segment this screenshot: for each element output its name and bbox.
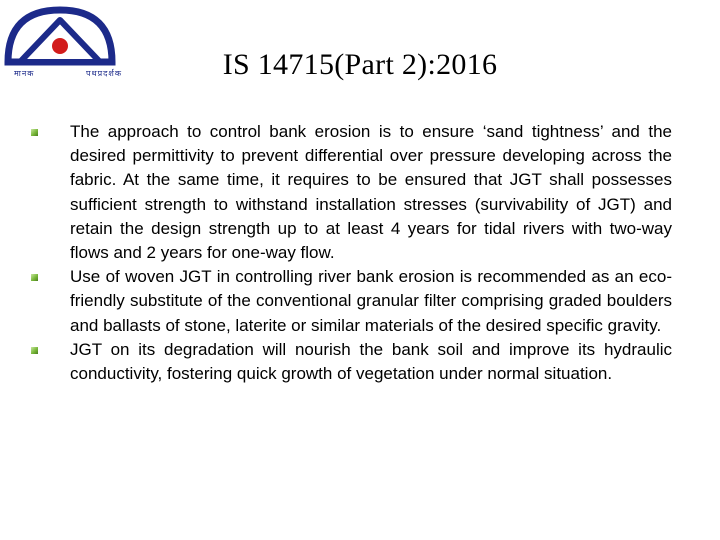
square-bullet-icon [31,274,38,281]
bullet-text: JGT on its degradation will nourish the bank soil and improve its hydraulic conductivity, fostering quick growth of vegetation under normal situation. [70,339,672,384]
square-bullet-icon [31,347,38,354]
bullet-item [28,338,672,386]
bis-emblem-icon [2,2,122,72]
logo-caption [14,68,122,79]
bullet-text: The approach to control bank erosion is to ensure ‘sand tightness’ and the desired permittivity to prevent differential over pressure developing across the fabric. At the same time, it requires to be ensured that JGT shall possesses sufficient strength to withstand installation stresses (survivability of JGT) and retain the design strength up to at least 4 years for tidal rivers with two-way flows and 2 years for one-way flow. [70,122,672,263]
bis-logo [2,2,122,88]
bullet-text: Use of woven JGT in controlling river bank erosion is recommended as an eco-friendly substitute of the conventional granular filter comprising graded boulders and ballasts of stone, laterite or similar materials of the desired specific gravity. [70,267,672,335]
square-bullet-icon [31,129,38,136]
bullet-item [28,120,672,265]
bullet-item [28,265,672,338]
logo-caption-right: पथप्रदर्शक [85,69,122,78]
bullet-list [28,120,672,386]
logo-caption-left: मानक [14,69,35,78]
slide-title: IS 14715(Part 2):2016 [222,48,498,81]
